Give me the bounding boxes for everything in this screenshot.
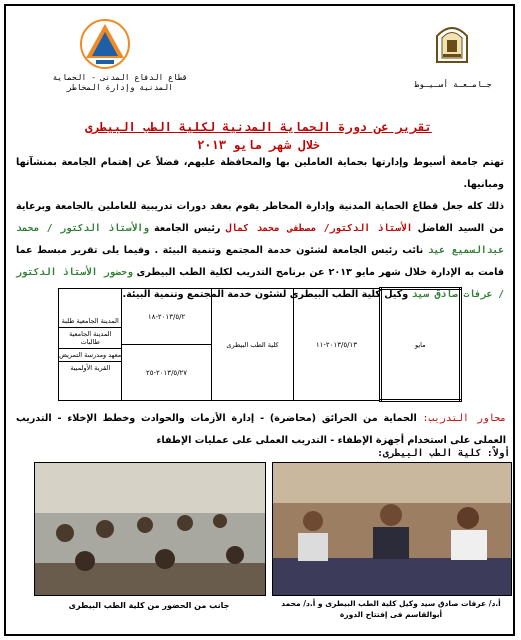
president-name: الأستاذ الدكتور/ مصطفى محمد كمال (225, 223, 413, 234)
civil-defense-logo (76, 18, 134, 70)
places-cell (59, 289, 122, 401)
place-item: المدينة الجامعية طالبات (59, 328, 121, 349)
intro-text-d: وكيل كلية الطب البيطرى لشئون خدمة المجتمع وتنمية البيئة. (122, 289, 412, 300)
photo-attendees-caption: جانب من الحضور من كلية الطب البيطرى (68, 601, 230, 610)
schedule-table (58, 287, 462, 402)
intro-text-b: رئيس الجامعة (148, 223, 226, 234)
photo-attendees-image (35, 463, 265, 595)
place-item: القرية الأولمبية (70, 364, 111, 372)
intro-text-a: ذلك كله جعل قطاع الحماية المدنية وإدارة المخاطر يقوم بعقد دورات تدريبية للعاملين بالجامعة وبرعاية من السيد الفاضل (16, 201, 504, 234)
report-title: تقرير عن دورة الحماية المدنية لكلية الطب البيطرى (85, 120, 432, 134)
training-axes-label: محاور التدريب: (422, 413, 506, 424)
photo-officials (272, 462, 512, 596)
intro-text-c: نائب رئيس الجامعة لشئون خدمة المجتمع وتنمية البيئة . وفيما يلى تقرير مبسط عما قامت به الإدارة خلال شهر مايو ٢٠١٣ عن برنامج التدريب لكلية الطب البيطرى (16, 245, 504, 278)
period-1-cell: ٢٠١٣/٥/١٣-١١ (294, 289, 380, 401)
section-title: أولاً: كلية الطب البيطرى: (377, 448, 510, 459)
civil-defense-caption (50, 73, 190, 93)
place-item: المدينة الجامعية طلبة (59, 315, 121, 328)
dean-name: وحضور الأستاذ الدكتور / عرفات صادق سيد (16, 267, 504, 300)
university-logo-caption: جـامـعـة أسـيـوط (414, 80, 492, 89)
photo-officials-caption: أ.د/ عرفات صادق سيد وكيل كلية الطب البيطرى و أ.د/ محمد أبوالقاسم فى إفتتاح الدورة (281, 599, 501, 619)
university-logo (433, 22, 471, 64)
month-cell: مايو (380, 289, 460, 401)
report-subtitle: خلال شهر مايو ٢٠١٣ (197, 138, 320, 152)
photo-attendees (34, 462, 266, 596)
period-2-cell: ٢٠١٣/٥/٢-١٨ (122, 289, 211, 345)
vice-president-name: والأستاذ الدكتور / محمد عبدالسميع عيد (16, 223, 504, 256)
intro-line-1: تهتم جامعة أسيوط وإدارتها بحماية العاملين بها والمحافظة عليهم، فضلاً عن إهتمام الجامعة بمنشآتها ومبانيها. (16, 157, 504, 190)
place-item: معهد ومدرسة التمريض (59, 349, 121, 362)
civil-defense-caption-line1: قطاع الدفاع المدنى - الحماية (52, 73, 188, 82)
civil-defense-caption-line2: المدنية وإدارة المخاطر (67, 83, 173, 92)
photo-officials-image (273, 463, 511, 595)
training-axes-text: الحماية من الحرائق (محاضرة) - إدارة الأزمات والحوادث وخطط الإخلاء - التدريب العملى على استخدام أجهزة الإطفاء - التدريب العملى على عمليات الإطفاء (16, 413, 506, 446)
training-axes (16, 408, 506, 452)
intro-paragraph (16, 152, 504, 306)
period-3-cell: ٢٠١٣/٥/٢٧-٢٥ (122, 345, 211, 401)
faculty-cell: كلية الطب البيطرى (211, 289, 294, 401)
